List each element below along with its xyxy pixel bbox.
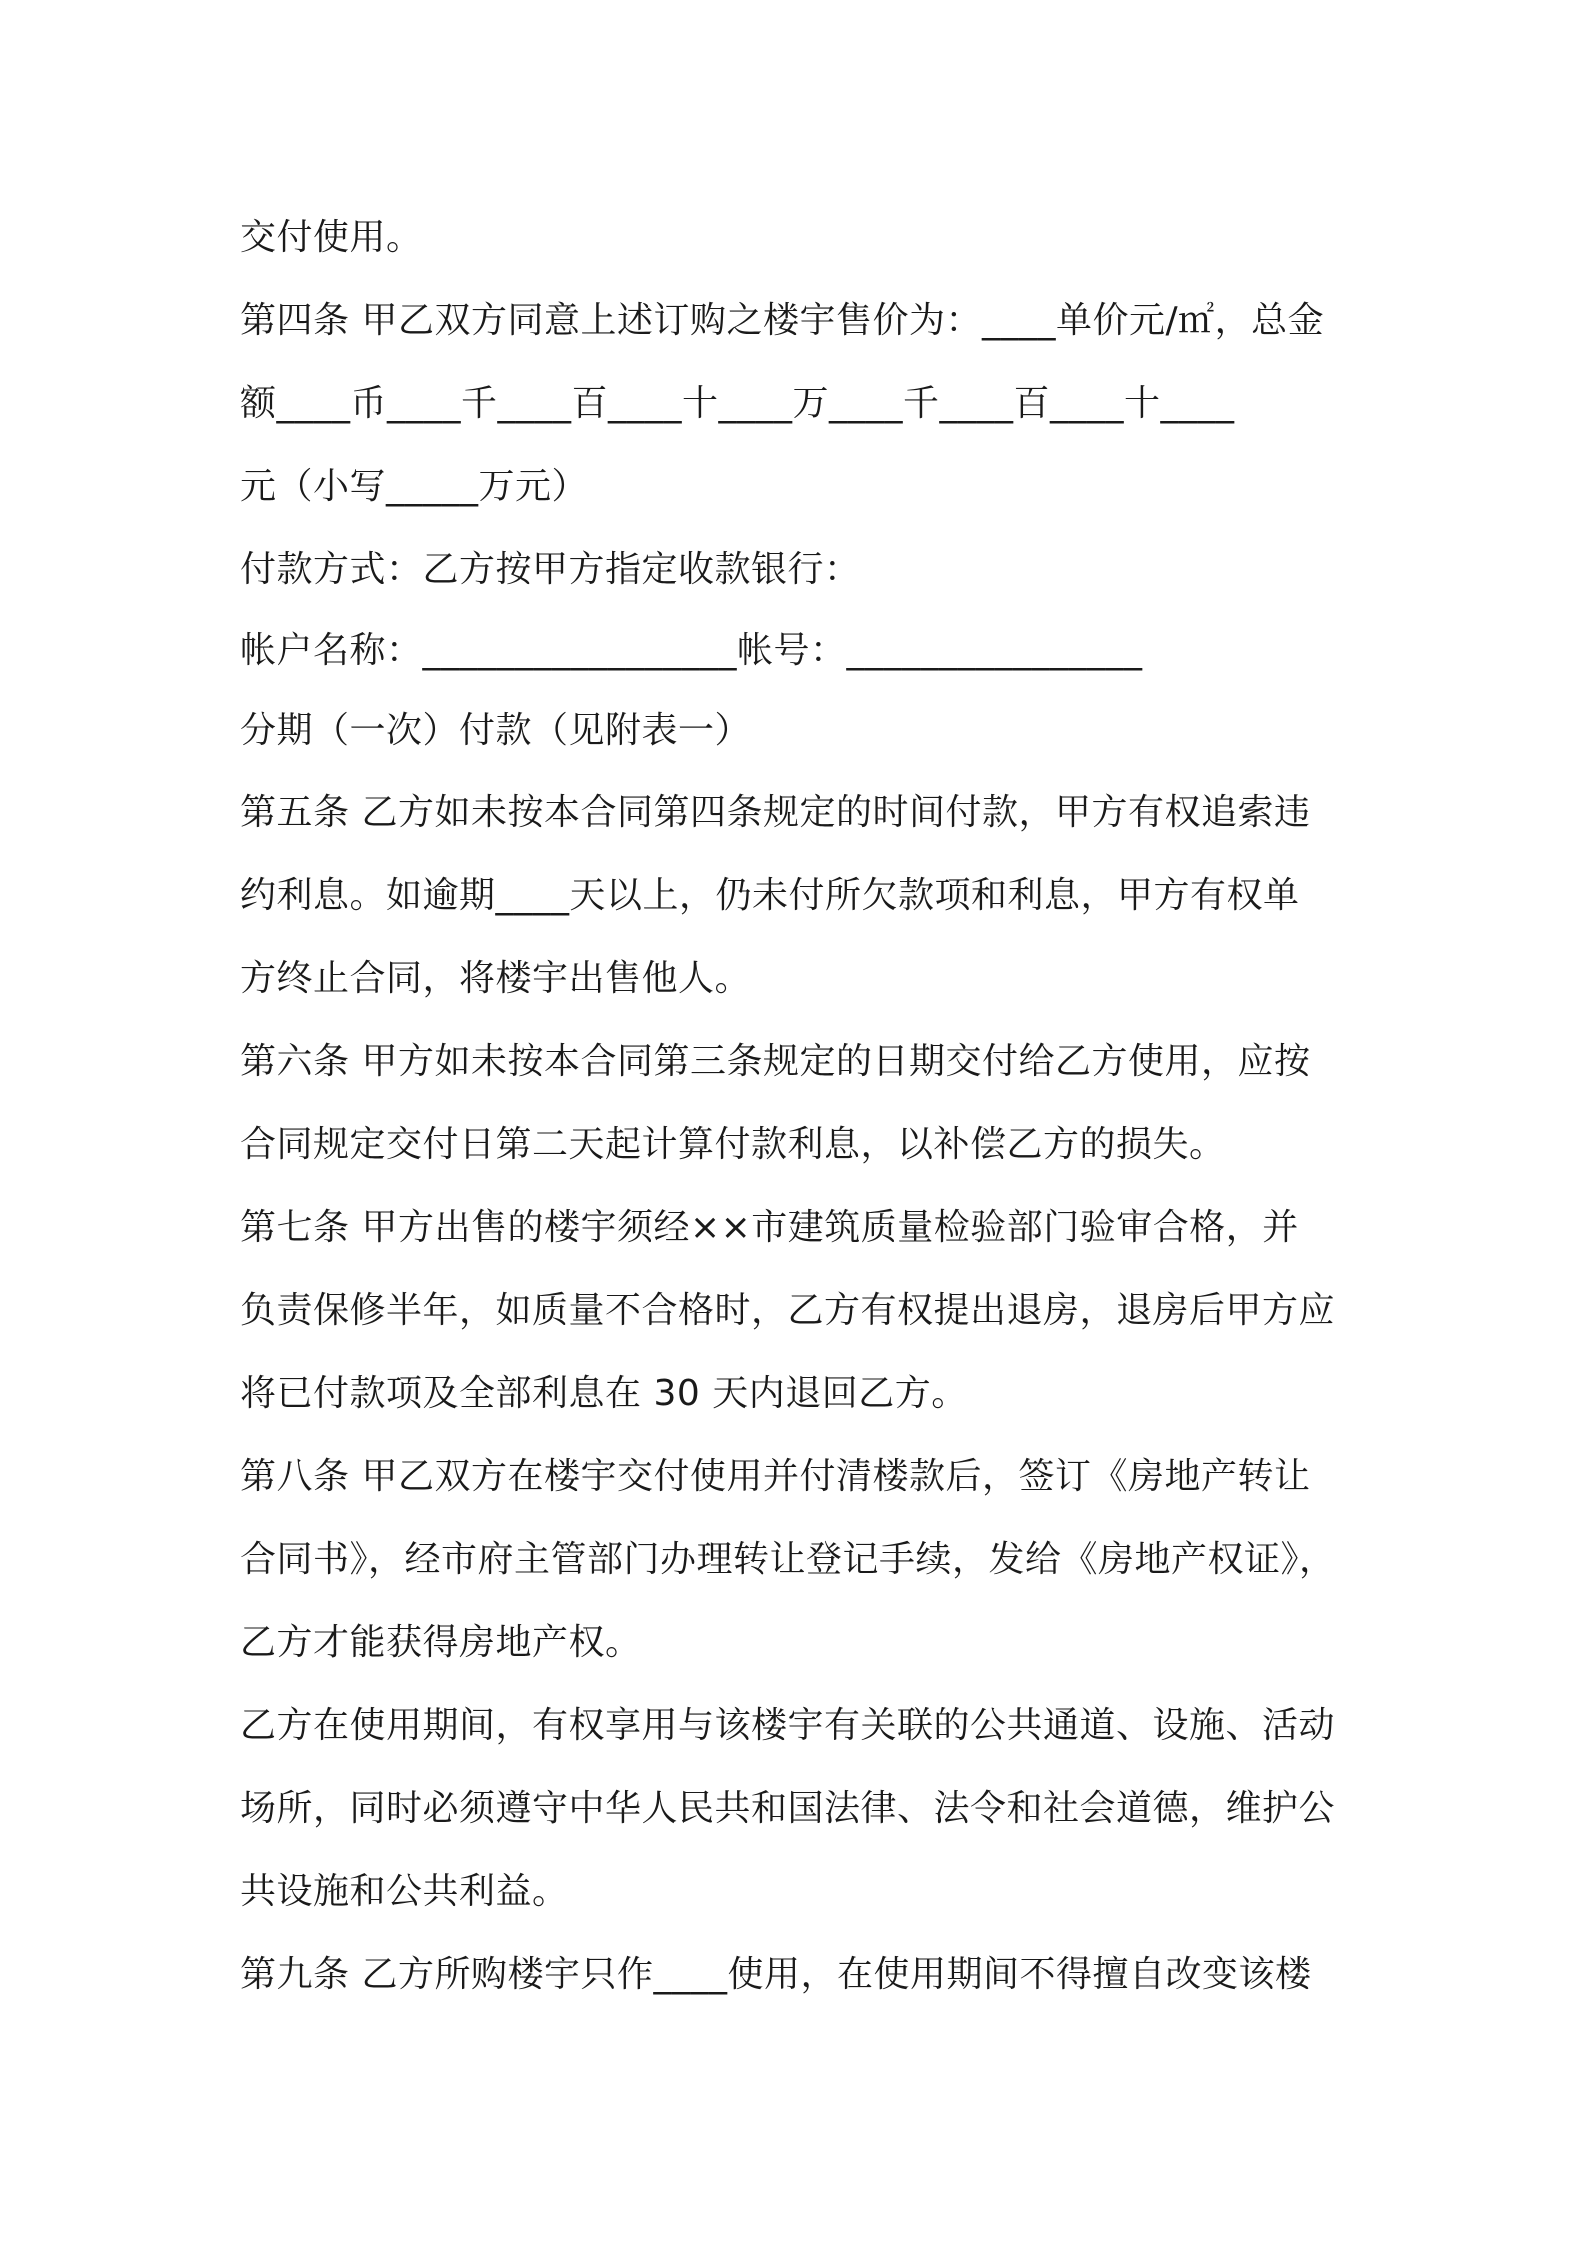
text-line: 将已付款项及全部利息在 30 天内退回乙方。 bbox=[240, 1373, 968, 1414]
text-line: 约利息。如逾期____天以上，仍未付所欠款项和利息，甲方有权单 bbox=[240, 875, 1300, 916]
text-line: 元（小写_____万元） bbox=[240, 466, 589, 507]
text-line: 乙方才能获得房地产权。 bbox=[240, 1622, 642, 1663]
text-line: 第九条 乙方所购楼宇只作____使用，在使用期间不得擅自改变该楼 bbox=[240, 1954, 1312, 1995]
text-line: 合同规定交付日第二天起计算付款利息，以补偿乙方的损失。 bbox=[240, 1124, 1226, 1165]
text-line: 付款方式：乙方按甲方指定收款银行： bbox=[240, 549, 861, 590]
text-line: 第八条 甲乙双方在楼宇交付使用并付清楼款后，签订《房地产转让 bbox=[240, 1456, 1311, 1497]
text-line: 乙方在使用期间，有权享用与该楼宇有关联的公共通道、设施、活动 bbox=[240, 1705, 1336, 1746]
document-body bbox=[240, 196, 1360, 2016]
text-line: 共设施和公共利益。 bbox=[240, 1871, 569, 1912]
text-line: 负责保修半年，如质量不合格时，乙方有权提出退房，退房后甲方应 bbox=[240, 1290, 1336, 1331]
text-line: 交付使用。 bbox=[240, 217, 423, 258]
text-line: 场所，同时必须遵守中华人民共和国法律、法令和社会道德，维护公 bbox=[240, 1788, 1336, 1829]
text-line: 额____币____千____百____十____万____千____百____十____ bbox=[240, 383, 1235, 424]
text-line: 合同书》，经市府主管部门办理转让登记手续，发给《房地产权证》， bbox=[240, 1539, 1336, 1580]
text-line: 第六条 甲方如未按本合同第三条规定的日期交付给乙方使用，应按 bbox=[240, 1041, 1311, 1082]
text-line: 分期（一次）付款（见附表一） bbox=[240, 710, 752, 751]
text-line: 帐户名称：_________________帐号：________________ bbox=[240, 630, 1143, 671]
text-line: 第四条 甲乙双方同意上述订购之楼宇售价为：____单价元/㎡，总金 bbox=[240, 300, 1325, 341]
text-line: 第五条 乙方如未按本合同第四条规定的时间付款，甲方有权追索违 bbox=[240, 792, 1311, 833]
text-line: 第七条 甲方出售的楼宇须经××市建筑质量检验部门验审合格，并 bbox=[240, 1207, 1299, 1248]
text-line: 方终止合同，将楼宇出售他人。 bbox=[240, 958, 752, 999]
